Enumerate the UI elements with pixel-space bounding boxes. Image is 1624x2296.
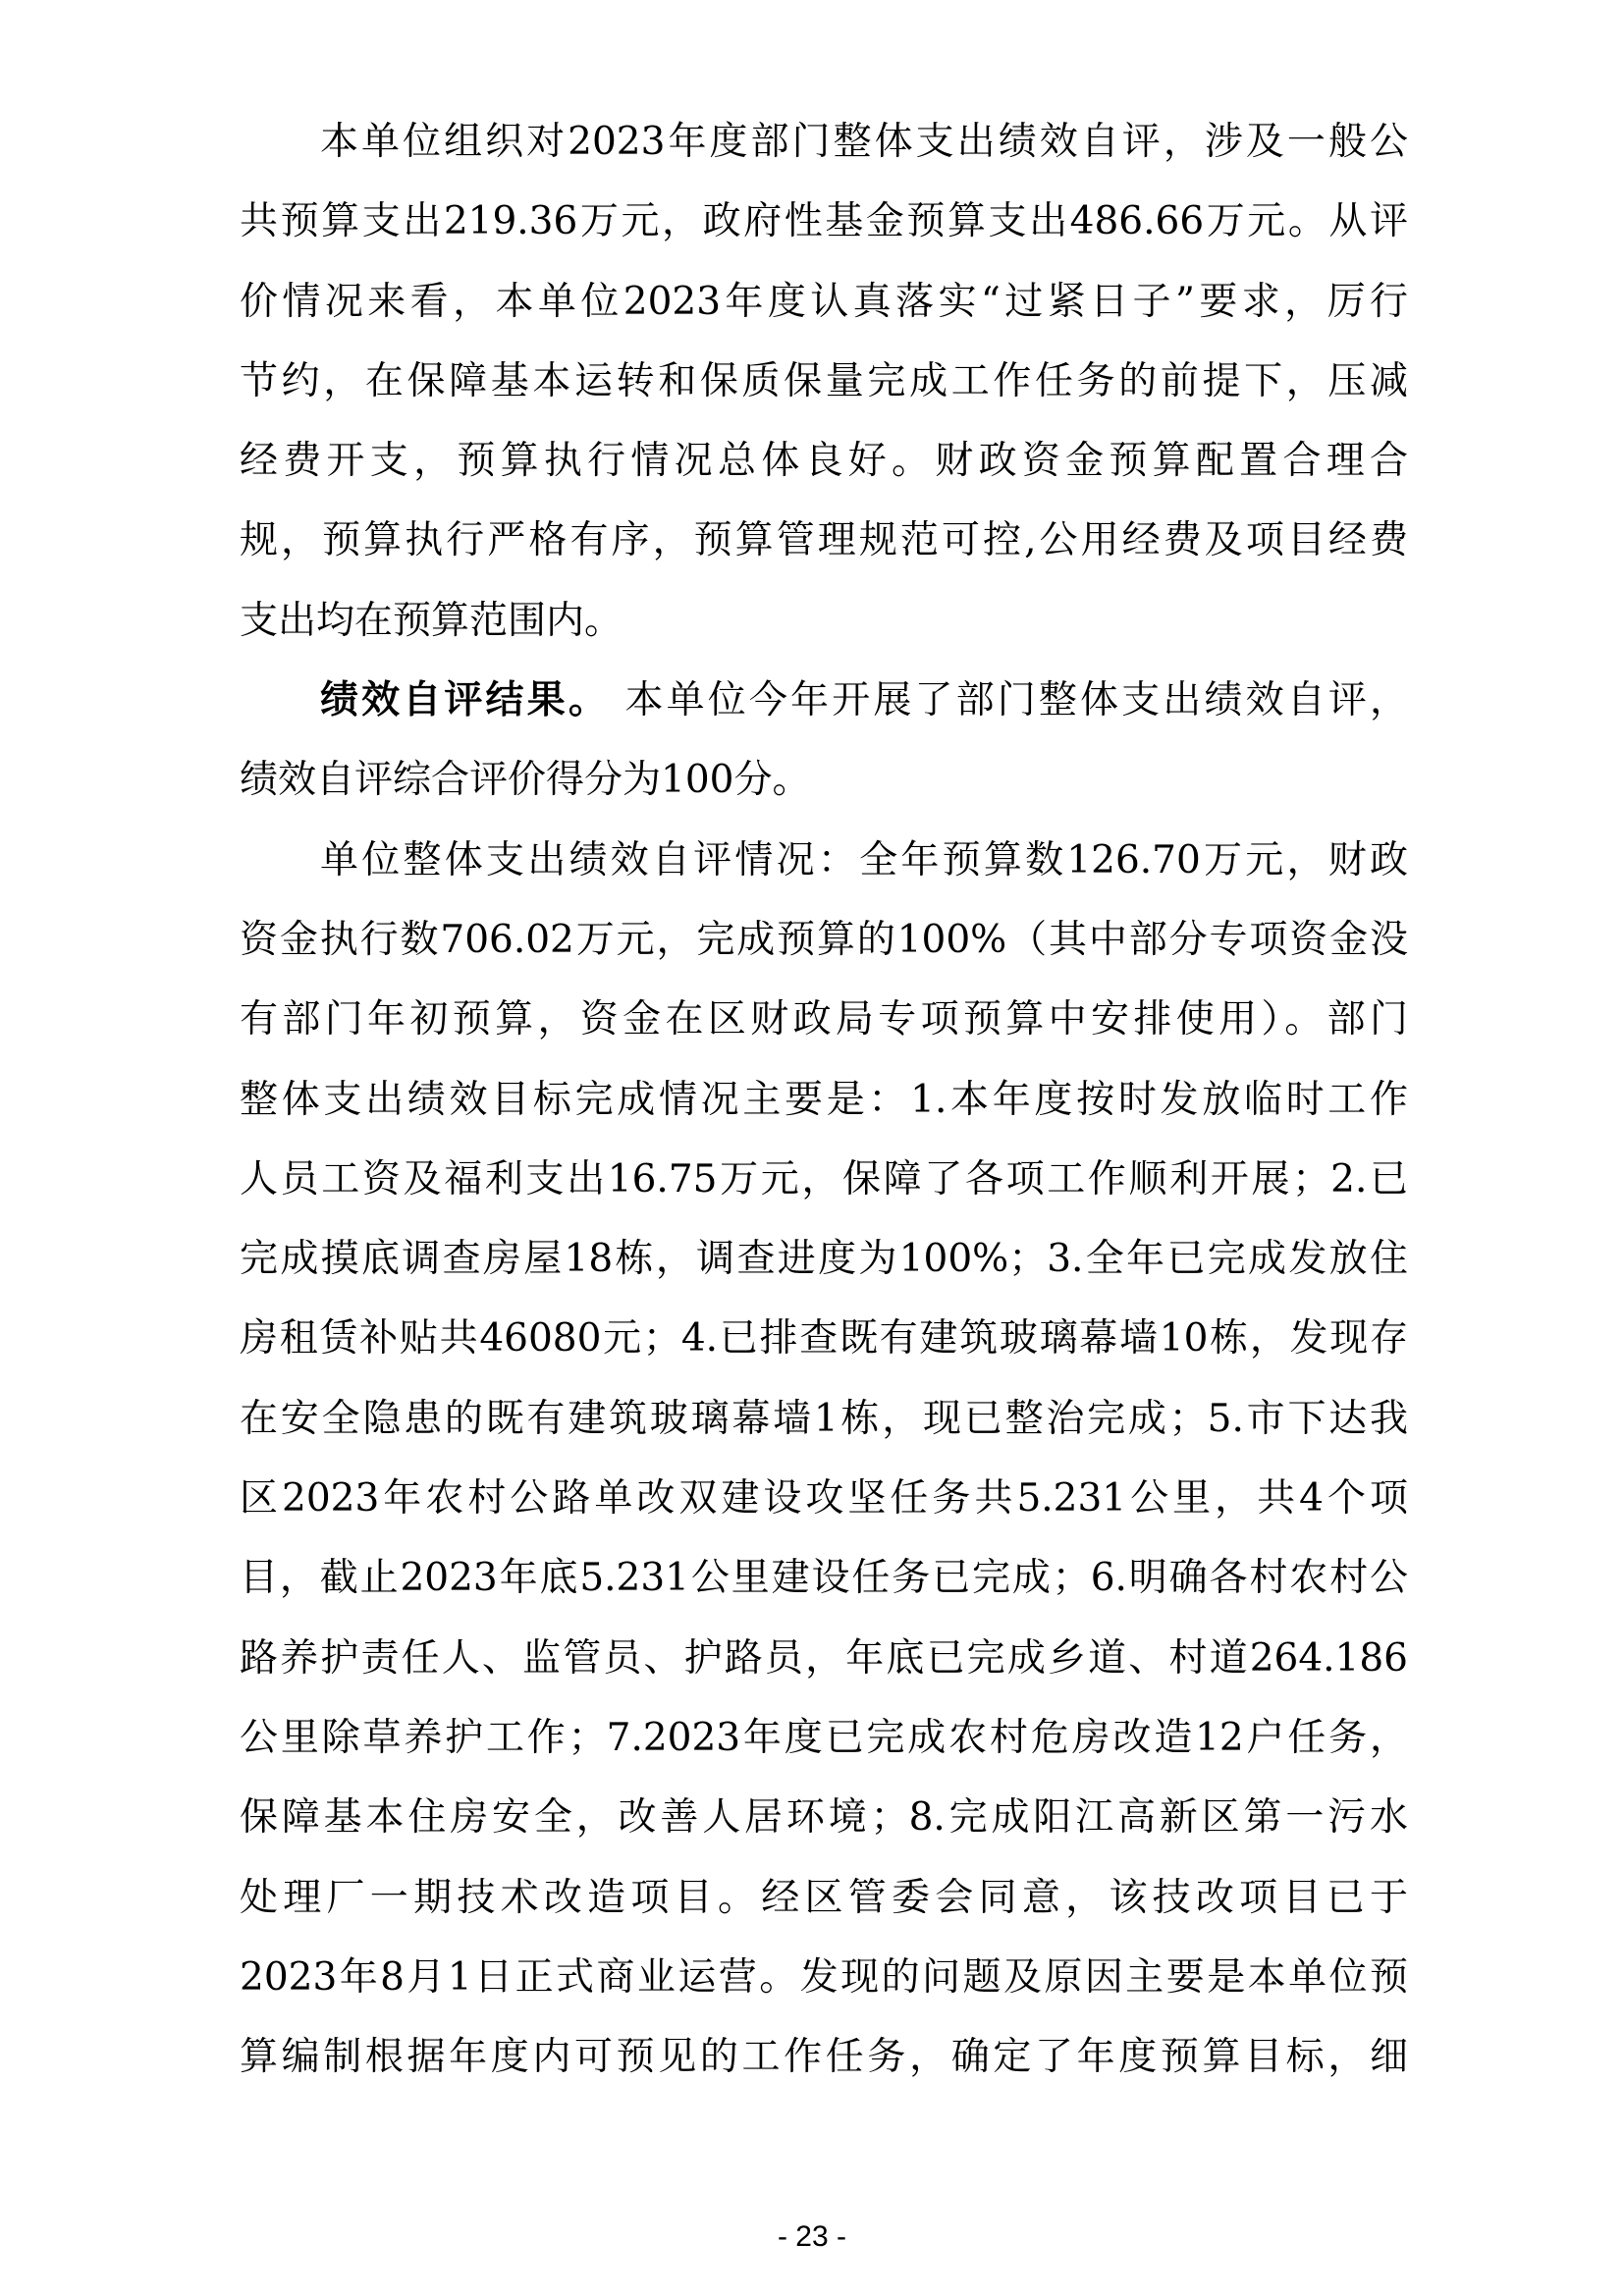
paragraph-2-line-1 <box>240 661 1408 740</box>
paragraph-1-line-3: 价情况来看，本单位2023年度认真落实“过紧日子”要求，厉行 <box>240 279 1408 324</box>
paragraph-3-line-16: 算编制根据年度内可预见的工作任务，确定了年度预算目标，细 <box>240 2035 1408 2080</box>
paragraph-3-line-12: 公里除草养护工作；7.2023年度已完成农村危房改造12户任务， <box>240 1715 1408 1760</box>
paragraph-3-line-15: 2023年8月1日正式商业运营。发现的问题及原因主要是本单位预 <box>240 1954 1408 2000</box>
paragraph-1-line-7: 支出均在预算范围内。 <box>240 598 623 643</box>
paragraph-3-line-8: 在安全隐患的既有建筑玻璃幕墙1栋，现已整治完成；5.市下达我 <box>240 1396 1408 1441</box>
paragraph-3-line-13: 保障基本住房安全，改善人居环境；8.完成阳江高新区第一污水 <box>240 1795 1408 1841</box>
paragraph-2-line-1-text: 本单位今年开展了部门整体支出绩效自评， <box>609 678 1408 723</box>
paragraph-1-line-4: 节约，在保障基本运转和保质保量完成工作任务的前提下，压减 <box>240 358 1408 403</box>
page-number: - 23 - <box>777 2220 847 2253</box>
paragraph-3-line-3: 有部门年初预算，资金在区财政局专项预算中安排使用）。部门 <box>240 997 1408 1042</box>
paragraph-3-line-1: 单位整体支出绩效自评情况：全年预算数126.70万元，财政 <box>320 837 1408 882</box>
paragraph-3-line-6: 完成摸底调查房屋18栋，调查进度为100%；3.全年已完成发放住 <box>240 1237 1408 1282</box>
document-body <box>240 102 1408 2097</box>
paragraph-3-line-9: 区2023年农村公路单改双建设攻坚任务共5.231公里，共4个项 <box>240 1476 1408 1522</box>
section-heading-self-evaluation-result: 绩效自评结果。 <box>320 678 610 723</box>
paragraph-1-line-5: 经费开支，预算执行情况总体良好。财政资金预算配置合理合 <box>240 439 1408 484</box>
paragraph-3-line-5: 人员工资及福利支出16.75万元，保障了各项工作顺利开展；2.已 <box>240 1156 1408 1201</box>
paragraph-3-line-10: 目，截止2023年底5.231公里建设任务已完成；6.明确各村农村公 <box>240 1556 1408 1601</box>
paragraph-3-line-11: 路养护责任人、监管员、护路员，年底已完成乡道、村道264.186 <box>240 1635 1408 1681</box>
paragraph-3-line-4: 整体支出绩效目标完成情况主要是：1.本年度按时发放临时工作 <box>240 1077 1408 1122</box>
paragraph-3-line-2: 资金执行数706.02万元，完成预算的100%（其中部分专项资金没 <box>240 917 1408 962</box>
paragraph-1-line-1: 本单位组织对2023年度部门整体支出绩效自评，涉及一般公 <box>320 120 1408 164</box>
paragraph-3-line-7: 房租赁补贴共46080元；4.已排查既有建筑玻璃幕墙10栋，发现存 <box>240 1316 1408 1362</box>
paragraph-3-line-14: 处理厂一期技术改造项目。经区管委会同意，该技改项目已于 <box>240 1875 1408 1920</box>
paragraph-1-line-6: 规，预算执行严格有序，预算管理规范可控,公用经费及项目经费 <box>240 518 1408 563</box>
paragraph-2-line-2: 绩效自评综合评价得分为100分。 <box>240 758 811 803</box>
paragraph-1-line-2: 共预算支出219.36万元，政府性基金预算支出486.66万元。从评 <box>240 199 1408 244</box>
